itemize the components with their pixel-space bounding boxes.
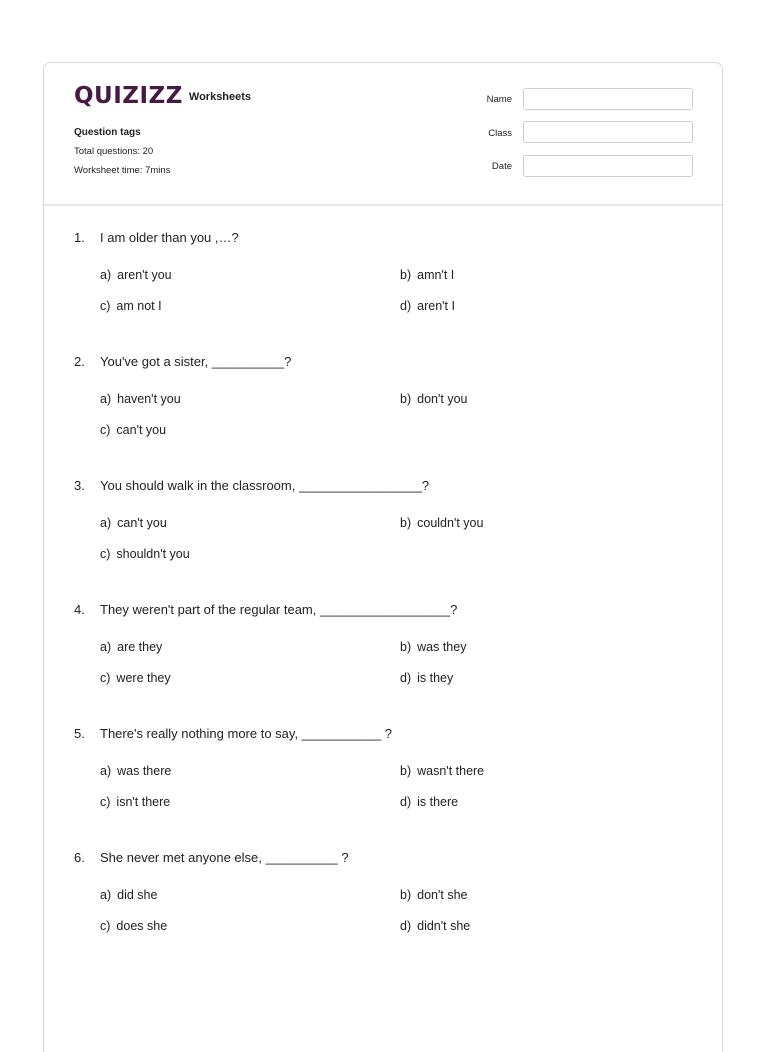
answer-option[interactable]	[100, 919, 167, 933]
question-number: 5.	[74, 726, 85, 741]
question-number: 3.	[74, 478, 85, 493]
option-letter: b)	[400, 516, 412, 530]
class-field[interactable]	[523, 121, 693, 143]
option-text: aren't you	[117, 268, 172, 282]
question-stem	[74, 726, 694, 741]
option-text: didn't she	[417, 919, 471, 933]
option-letter: a)	[100, 392, 112, 406]
option-letter: c)	[100, 919, 111, 933]
option-text: was there	[117, 764, 172, 778]
question-text: They weren't part of the regular team, __________________?	[100, 602, 458, 617]
option-text: wasn't there	[417, 764, 485, 778]
option-letter: b)	[400, 888, 412, 902]
option-text: is they	[417, 671, 454, 685]
question-stem	[74, 850, 694, 865]
answer-option[interactable]	[400, 764, 484, 778]
option-text: amn't I	[417, 268, 455, 282]
answer-option[interactable]	[100, 268, 172, 282]
question-number: 4.	[74, 602, 85, 617]
option-text: don't she	[417, 888, 468, 902]
name-label: Name	[486, 94, 512, 105]
question-stem	[74, 354, 694, 369]
option-letter: d)	[400, 671, 412, 685]
option-letter: c)	[100, 671, 111, 685]
option-text: isn't there	[116, 795, 171, 809]
answer-option[interactable]	[400, 392, 467, 406]
option-letter: c)	[100, 795, 111, 809]
question-text: I am older than you ,…?	[100, 230, 239, 245]
answer-option[interactable]	[400, 919, 470, 933]
question-number: 6.	[74, 850, 85, 865]
question-stem	[74, 602, 694, 617]
answer-option[interactable]	[100, 392, 181, 406]
question-text: You've got a sister, __________?	[100, 354, 292, 369]
option-letter: b)	[400, 764, 412, 778]
option-text: are they	[117, 640, 163, 654]
question-stem	[74, 478, 694, 493]
worksheet-time: Worksheet time: 7mins	[74, 165, 171, 176]
answer-option[interactable]	[400, 299, 455, 313]
answer-option[interactable]	[400, 795, 458, 809]
option-text: were they	[116, 671, 171, 685]
answer-option[interactable]	[400, 888, 467, 902]
option-text: can't you	[116, 423, 167, 437]
option-letter: c)	[100, 547, 111, 561]
option-text: was they	[417, 640, 467, 654]
option-text: am not I	[116, 299, 162, 313]
option-text: couldn't you	[417, 516, 484, 530]
option-letter: b)	[400, 268, 412, 282]
answer-option[interactable]	[100, 795, 170, 809]
option-text: does she	[116, 919, 168, 933]
answer-option[interactable]	[400, 671, 453, 685]
option-letter: d)	[400, 299, 412, 313]
answer-option[interactable]	[100, 888, 157, 902]
question-text: You should walk in the classroom, _________________?	[100, 478, 430, 493]
answer-option[interactable]	[100, 764, 171, 778]
total-questions: Total questions: 20	[74, 146, 154, 157]
class-label: Class	[488, 128, 512, 139]
name-field[interactable]	[523, 88, 693, 110]
option-letter: b)	[400, 392, 412, 406]
option-text: don't you	[417, 392, 468, 406]
question	[74, 354, 694, 437]
option-letter: a)	[100, 640, 112, 654]
date-label: Date	[491, 161, 512, 172]
answer-option[interactable]	[100, 547, 190, 561]
date-field[interactable]	[523, 155, 693, 177]
option-text: aren't I	[417, 299, 455, 313]
option-letter: c)	[100, 299, 111, 313]
option-letter: a)	[100, 764, 112, 778]
option-letter: a)	[100, 516, 112, 530]
option-text: can't you	[117, 516, 167, 530]
answer-option[interactable]	[100, 640, 162, 654]
question	[74, 850, 694, 933]
option-text: is there	[417, 795, 459, 809]
question	[74, 478, 694, 561]
option-text: haven't you	[117, 392, 181, 406]
option-text: did she	[117, 888, 158, 902]
quizizz-logo	[74, 83, 251, 109]
logo-subtitle: Worksheets	[188, 91, 252, 103]
answer-option[interactable]	[400, 516, 483, 530]
option-letter: a)	[100, 888, 112, 902]
question-number: 1.	[74, 230, 85, 245]
option-letter: a)	[100, 268, 112, 282]
worksheet-title: Question tags	[74, 127, 141, 138]
question-stem	[74, 230, 694, 245]
logo-text: QUIZIZZ	[74, 83, 183, 109]
question-number: 2.	[74, 354, 85, 369]
answer-option[interactable]	[400, 268, 454, 282]
option-letter: d)	[400, 795, 412, 809]
worksheet-header	[44, 63, 722, 206]
answer-option[interactable]	[100, 299, 162, 313]
option-text: shouldn't you	[116, 547, 190, 561]
answer-option[interactable]	[400, 640, 466, 654]
option-letter: c)	[100, 423, 111, 437]
question-text: There's really nothing more to say, ___________ ?	[100, 726, 393, 741]
option-letter: d)	[400, 919, 412, 933]
worksheet-card	[43, 62, 723, 1052]
option-letter: b)	[400, 640, 412, 654]
question	[74, 602, 694, 685]
question	[74, 230, 694, 313]
answer-option[interactable]	[100, 516, 167, 530]
question-text: She never met anyone else, __________ ?	[100, 850, 349, 865]
question	[74, 726, 694, 809]
answer-option[interactable]	[100, 671, 171, 685]
answer-option[interactable]	[100, 423, 166, 437]
